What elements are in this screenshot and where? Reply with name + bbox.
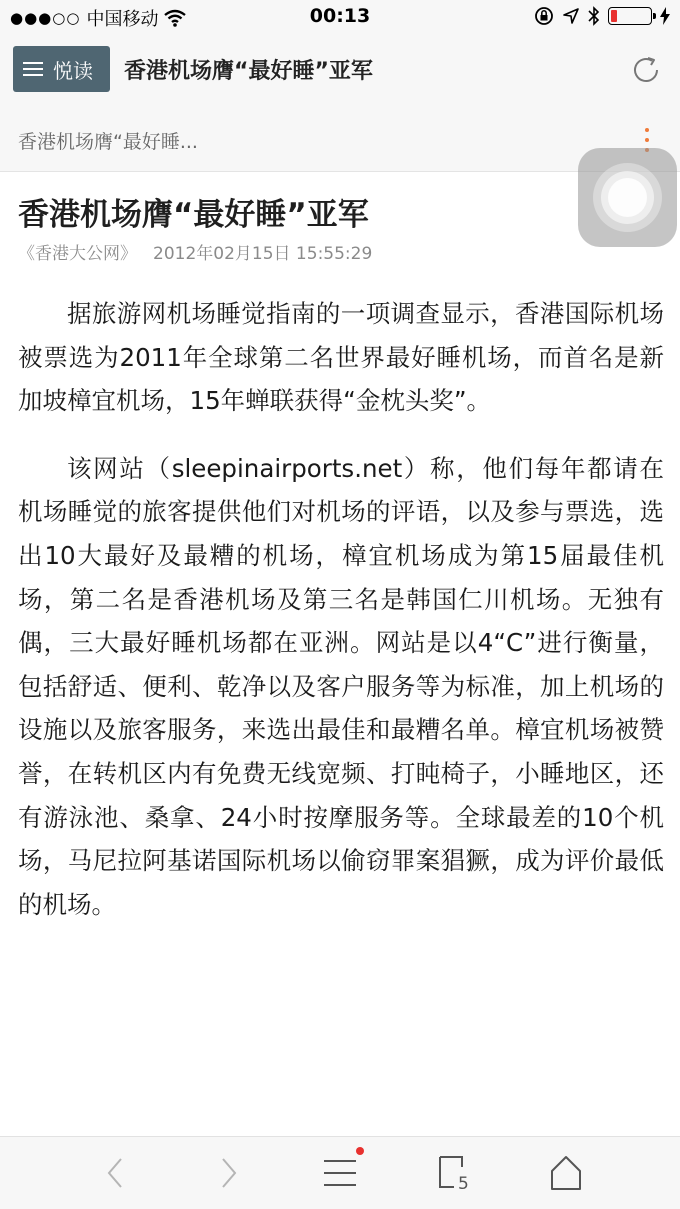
reader-mode-button[interactable]: [13, 46, 110, 92]
bottom-toolbar: [0, 1136, 680, 1209]
status-bar: [0, 0, 680, 34]
page-title: 香港机场膺“最好睡”亚军: [124, 59, 373, 84]
article-source: 《香港大公网》: [18, 244, 137, 264]
bluetooth-icon: [588, 6, 600, 26]
forward-icon[interactable]: [206, 1153, 250, 1193]
rotation-lock-icon: [534, 6, 554, 26]
location-icon: [562, 7, 580, 25]
charging-icon: [660, 7, 670, 25]
tabs-button[interactable]: [432, 1153, 476, 1193]
back-icon[interactable]: [94, 1153, 138, 1193]
article-paragraph: 该网站（sleepinairports.net）称，他们每年都请在机场睡觉的旅客提供他们对机场的评语，以及参与票选，选出10大最好及最糟的机场，樟宜机场成为第15届最佳机场，第二名是香港机场及第三名是韩国仁川机场。无独有偶，三大最好睡机场都在亚洲。网站是以4“C”进行衡量，包括舒适、便利、乾净以及客户服务等为标准，加上机场的设施以及旅客服务，来选出最佳和最糟名单。樟宜机场被赞誉，在转机区内有免费无线宽频、打盹椅子，小睡地区，还有游泳池、桑拿、24小时按摩服务等。全球最差的10个机场，马尼拉阿基诺国际机场以偷窃罪案猖獗，成为评价最低的机场。: [18, 453, 664, 919]
status-right: [534, 6, 670, 26]
menu-button[interactable]: [318, 1153, 362, 1193]
tabs-icon: [432, 1153, 476, 1193]
article-body: [18, 292, 664, 926]
assistive-touch-button[interactable]: [578, 148, 677, 247]
article: [18, 190, 664, 950]
carrier-name: 中国移动: [86, 9, 159, 30]
article-datetime: 2012年02月15日 15:55:29: [153, 244, 373, 264]
status-time: 00:13: [309, 5, 371, 27]
article-paragraph: 据旅游网机场睡觉指南的一项调查显示，香港国际机场被票选为2011年全球第二名世界最好睡机场，而首名是新加坡樟宜机场，15年蝉联获得“金枕头奖”。: [18, 299, 664, 416]
home-icon[interactable]: [544, 1153, 588, 1193]
refresh-icon[interactable]: [630, 54, 662, 86]
battery-icon: [608, 7, 652, 25]
menu-lines-icon: [318, 1153, 362, 1193]
notification-dot: [356, 1147, 364, 1155]
tab-strip: [0, 108, 680, 172]
battery-level: [611, 10, 617, 22]
app-header: [0, 34, 680, 108]
tab-title[interactable]: 香港机场膺“最好睡...: [18, 131, 198, 153]
article-meta: [18, 240, 664, 268]
tabs-count: 5: [458, 1174, 469, 1193]
signal-strength: ●●●○○: [10, 9, 81, 27]
reader-mode-label: 悦读: [53, 58, 93, 83]
article-title: 香港机场膺“最好睡”亚军: [18, 197, 369, 233]
menu-icon: [23, 62, 43, 76]
